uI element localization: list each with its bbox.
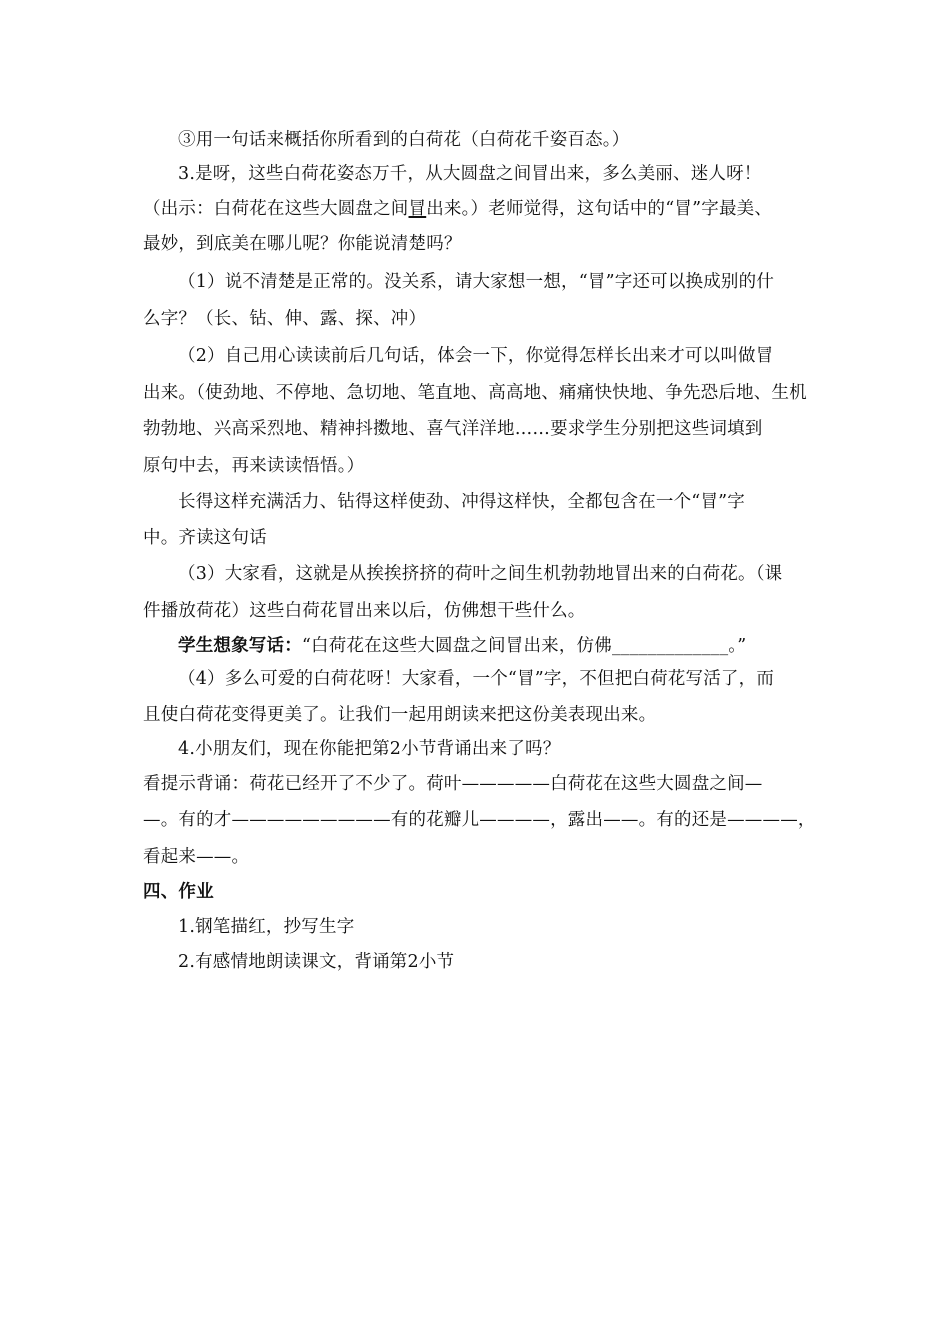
text-line: 最妙，到底美在哪儿呢？你能说清楚吗？: [143, 234, 462, 254]
text-line: 原句中去，再来读读悟悟。）: [143, 456, 365, 476]
emphasized-character: 冒: [408, 199, 427, 219]
text-line: 出来。（使劲地、不停地、急切地、笔直地、高高地、痛痛快快地、争先恐后地、生机: [143, 383, 807, 403]
text-line: （1）说不清楚是正常的。没关系，请大家想一想，“冒”字还可以换成别的什: [178, 272, 775, 292]
list-item: 1.钢笔描红，抄写生字: [178, 917, 355, 937]
text-line: （3）大家看，这就是从挨挨挤挤的荷叶之间生机勃勃地冒出来的白荷花。（课: [178, 564, 783, 584]
text-line: ③用一句话来概括你所看到的白荷花（白荷花千姿百态。）: [178, 130, 630, 150]
text-line: 勃勃地、兴高采烈地、精神抖擞地、喜气洋洋地……要求学生分别把这些词填到: [143, 419, 763, 439]
text-segment: （出示：白荷花在这些大圆盘之间: [143, 199, 409, 219]
list-item: 2.有感情地朗读课文，背诵第2小节: [178, 952, 455, 972]
text-line: —。有的才—————————有的花瓣儿————，露出——。有的还是————，: [143, 810, 816, 830]
text-line: 看提示背诵：荷花已经开了不少了。荷叶—————白荷花在这些大圆盘之间—: [143, 774, 763, 794]
text-segment: “白荷花在这些大圆盘之间冒出来，仿佛_____________。”: [301, 636, 747, 656]
text-line: 看起来——。: [143, 847, 250, 867]
prompt-label: 学生想象写话：: [178, 636, 302, 656]
text-line: （4）多么可爱的白荷花呀！大家看，一个“冒”字，不但把白荷花写活了，而: [178, 669, 775, 689]
text-line: 件播放荷花）这些白荷花冒出来以后，仿佛想干些什么。: [143, 601, 586, 621]
text-line: [143, 197, 813, 221]
text-line: 4.小朋友们，现在你能把第2小节背诵出来了吗？: [178, 739, 561, 759]
text-line: 长得这样充满活力、钻得这样使劲、冲得这样快，全都包含在一个“冒”字: [178, 492, 745, 512]
text-line: 且使白荷花变得更美了。让我们一起用朗读来把这份美表现出来。: [143, 705, 657, 725]
text-segment: 出来。）老师觉得，这句话中的“冒”字最美、: [426, 199, 773, 219]
text-line: 3.是呀，这些白荷花姿态万千，从大圆盘之间冒出来，多么美丽、迷人呀！: [178, 164, 762, 184]
text-line: （2）自己用心读读前后几句话，体会一下，你觉得怎样长出来才可以叫做冒: [178, 346, 774, 366]
text-line: 么字？（长、钻、伸、露、探、冲）: [143, 309, 427, 329]
text-line: [178, 634, 848, 658]
section-heading: 四、作业: [143, 882, 214, 902]
text-line: 中。齐读这句话: [143, 528, 267, 548]
